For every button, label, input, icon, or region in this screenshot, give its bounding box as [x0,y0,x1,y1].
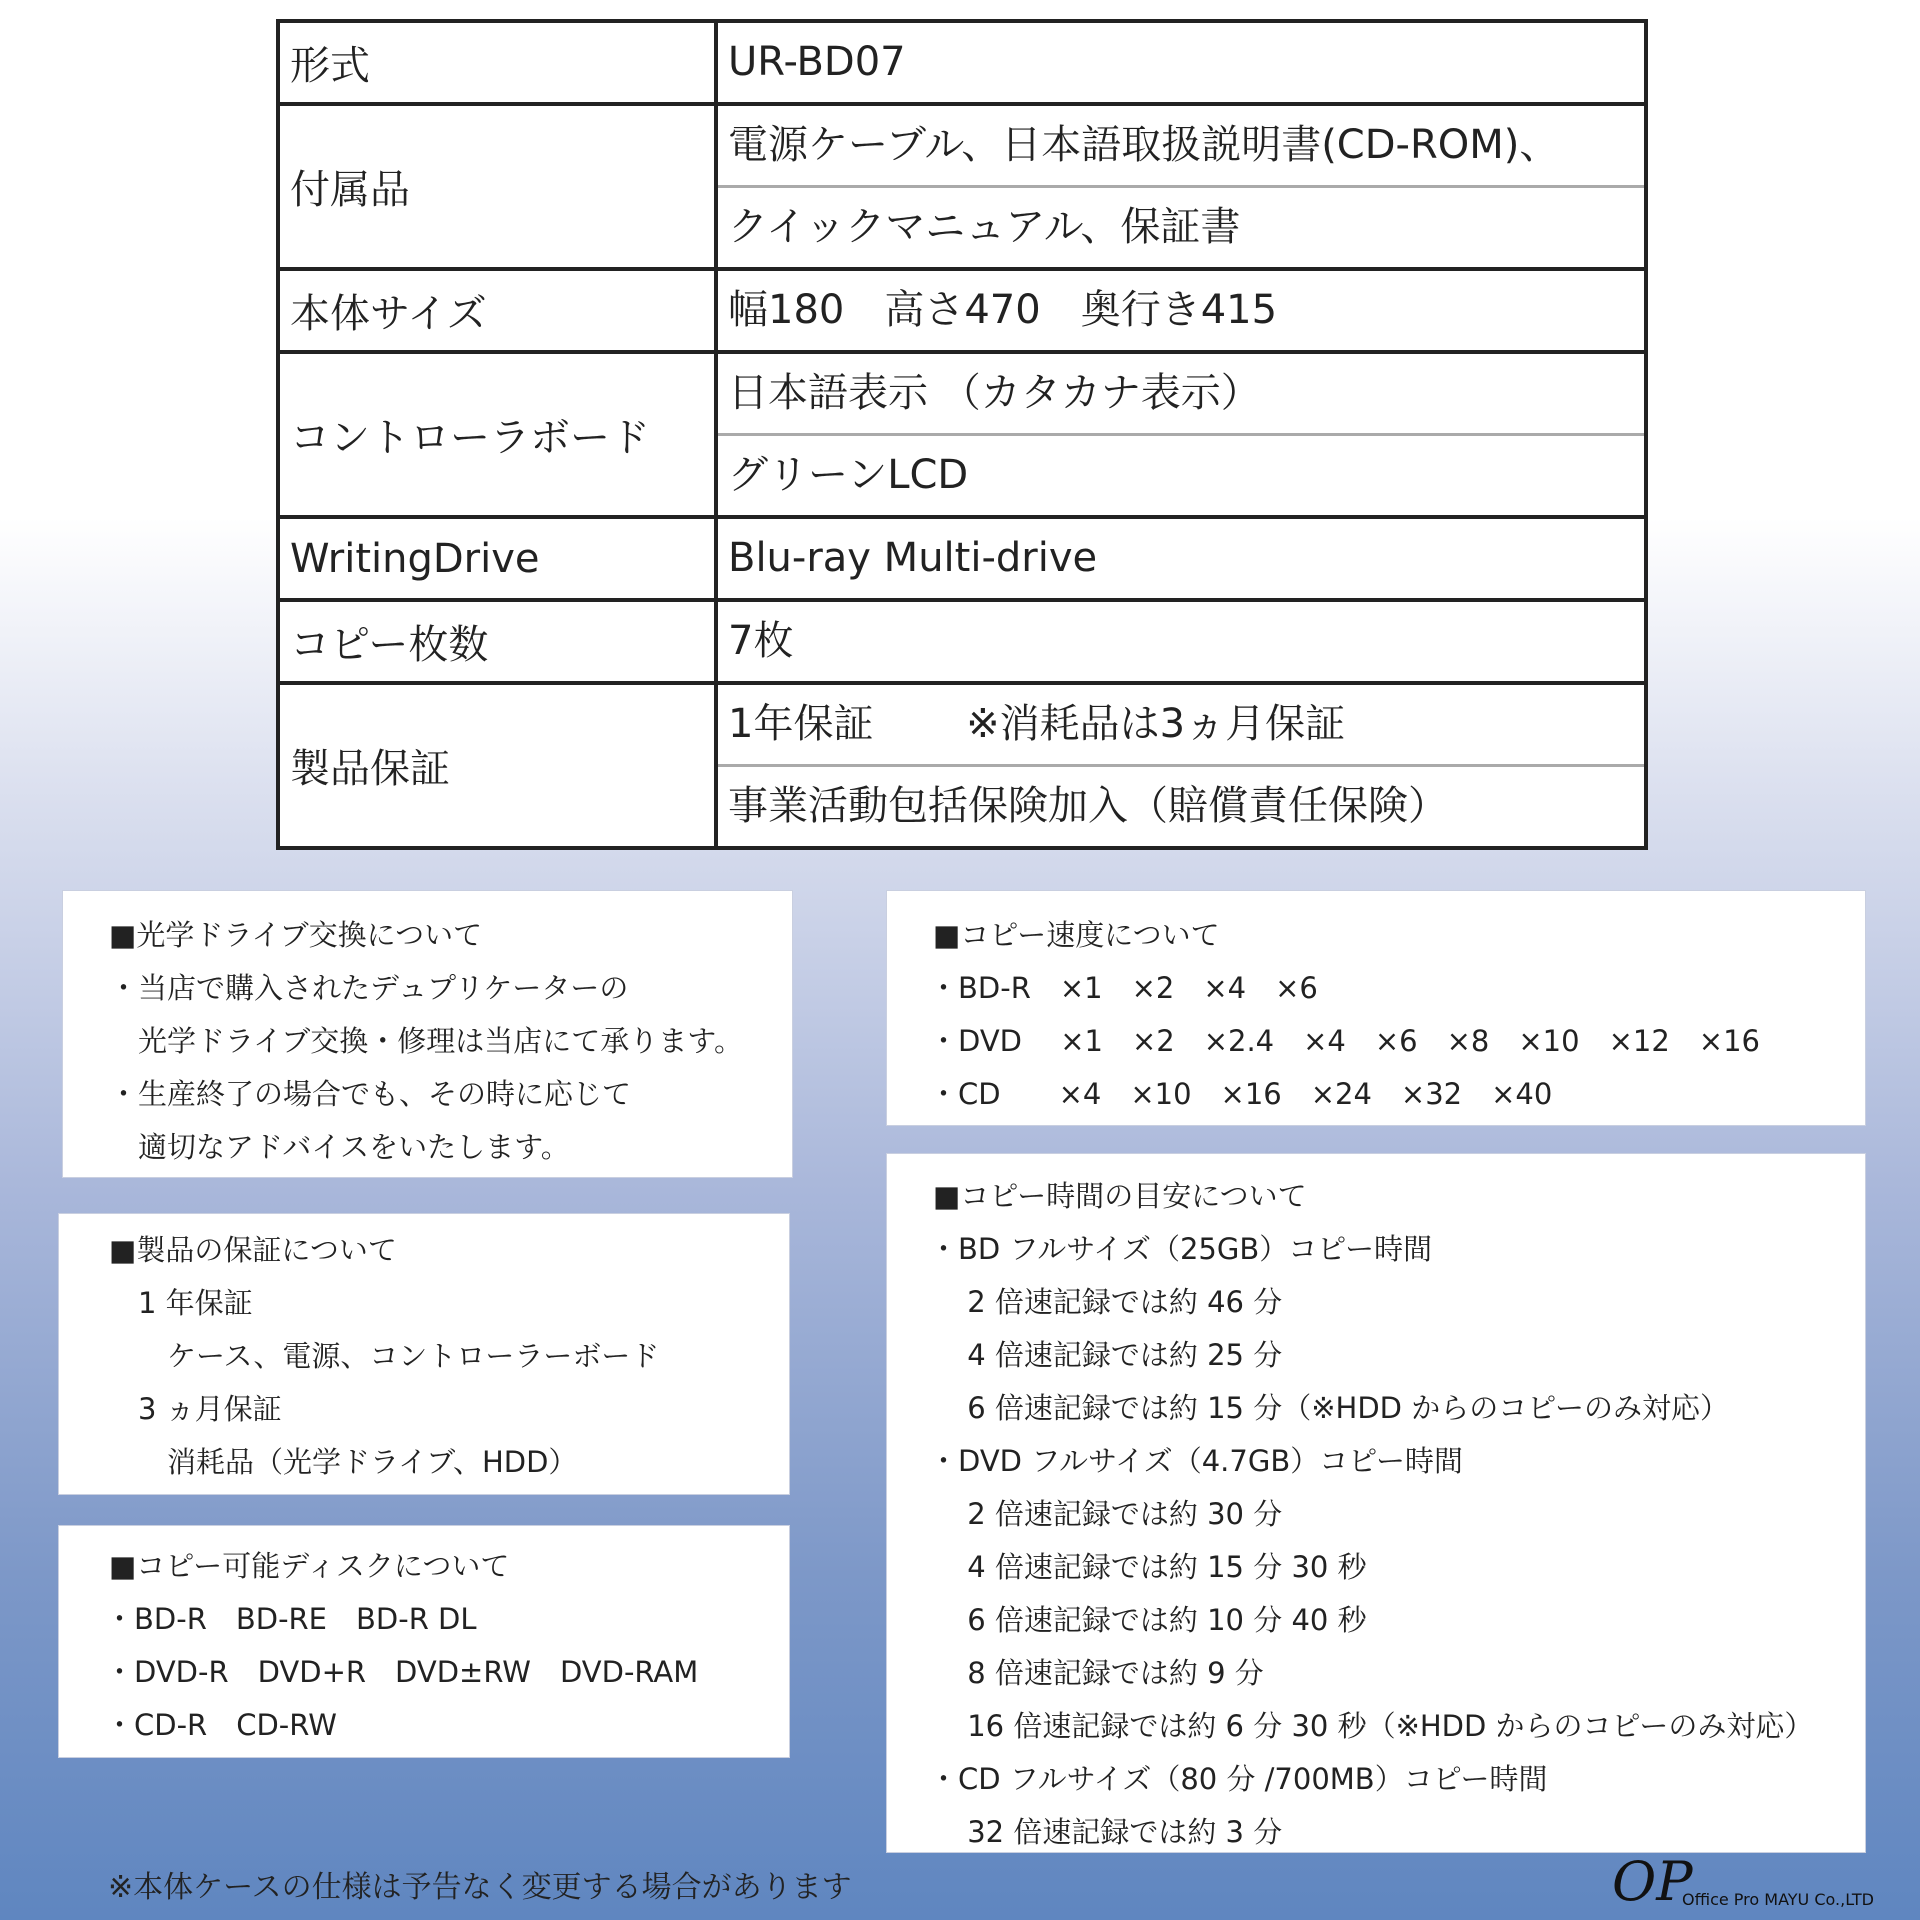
spec-value: Blu-ray Multi-drive [728,535,1098,581]
box-line: ・DVD フルサイズ（4.7GB）コピー時間 [929,1444,1464,1478]
spec-row-drive [278,517,1646,600]
box-line: 32 倍速記録では約 3 分 [929,1815,1283,1849]
box-title: ■コピー速度について [933,918,1220,952]
box-line: 消耗品（光学ドライブ、HDD） [109,1445,578,1479]
spec-row-controller [278,352,1646,517]
warranty-box [58,1213,790,1495]
box-line: ・CD-R CD-RW [105,1708,337,1742]
spec-label: 形式 [278,21,716,104]
company-logo [1612,1850,1912,1914]
spec-value: グリーンLCD [718,433,1644,515]
box-line: 1 年保証 [109,1286,253,1320]
logo-text: Office Pro MAYU Co.,LTD [1682,1890,1874,1909]
box-line: 4 倍速記録では約 25 分 [929,1338,1283,1372]
box-line: 8 倍速記録では約 9 分 [929,1656,1264,1690]
spec-label: 本体サイズ [278,269,716,352]
box-line: 4 倍速記録では約 15 分 30 秒 [929,1550,1367,1584]
spec-label: コントローラボード [278,352,716,517]
speed-box [886,890,1866,1126]
footnote: ※本体ケースの仕様は予告なく変更する場合があります [108,1870,852,1905]
spec-label: 付属品 [278,104,716,269]
box-line: 適切なアドバイスをいたします。 [109,1130,570,1164]
discs-box [58,1525,790,1758]
box-line: ・CD フルサイズ（80 分 /700MB）コピー時間 [929,1762,1548,1796]
box-line: ・当店で購入されたデュプリケーターの [109,971,629,1005]
logo-mark: OP [1612,1850,1693,1913]
box-title: ■コピー時間の目安について [933,1179,1307,1213]
spec-row-warranty [278,683,1646,848]
box-line: ・DVD-R DVD+R DVD±RW DVD-RAM [105,1655,699,1689]
spec-label: WritingDrive [278,517,716,600]
box-line: ・BD-R ×1 ×2 ×4 ×6 [929,971,1318,1005]
box-title: ■製品の保証について [109,1233,397,1267]
spec-value: 1年保証 ※消耗品は3ヵ月保証 [728,701,1346,747]
box-line: ・CD ×4 ×10 ×16 ×24 ×32 ×40 [929,1077,1553,1111]
spec-row-model [278,21,1646,104]
box-line: 16 倍速記録では約 6 分 30 秒（※HDD からのコピーのみ対応） [929,1709,1814,1743]
box-line: ・BD フルサイズ（25GB）コピー時間 [929,1232,1433,1266]
spec-value: クイックマニュアル、保証書 [718,185,1644,267]
spec-value: UR-BD07 [728,39,906,85]
spec-value: 電源ケーブル、日本語取扱説明書(CD-ROM)、 [728,122,1560,168]
box-line: 光学ドライブ交換・修理は当店にて承ります。 [109,1024,743,1058]
box-line: 2 倍速記録では約 30 分 [929,1497,1283,1531]
copy-time-box [886,1153,1866,1853]
box-title: ■光学ドライブ交換について [109,918,483,952]
spec-value: 日本語表示 （カタカナ表示） [728,370,1261,416]
spec-table [276,19,1648,850]
box-line: 2 倍速記録では約 46 分 [929,1285,1283,1319]
spec-value: 幅180 高さ470 奥行き415 [728,287,1278,333]
spec-label: コピー枚数 [278,600,716,683]
spec-value: 7枚 [728,618,794,664]
box-line: 3 ヵ月保証 [109,1392,282,1426]
drive-exchange-box [62,890,793,1178]
spec-row-size [278,269,1646,352]
spec-row-copies [278,600,1646,683]
box-line: ・DVD ×1 ×2 ×2.4 ×4 ×6 ×8 ×10 ×12 ×16 [929,1024,1760,1058]
box-line: ・生産終了の場合でも、その時に応じて [109,1077,632,1111]
box-line: 6 倍速記録では約 10 分 40 秒 [929,1603,1367,1637]
box-line: ・BD-R BD-RE BD-R DL [105,1602,477,1636]
spec-label: 製品保証 [278,683,716,848]
spec-value: 事業活動包括保険加入（賠償責任保険） [718,764,1644,846]
box-title: ■コピー可能ディスクについて [109,1549,510,1583]
spec-row-accessories [278,104,1646,269]
box-line: 6 倍速記録では約 15 分（※HDD からのコピーのみ対応） [929,1391,1730,1425]
box-line: ケース、電源、コントローラーボード [109,1339,660,1373]
